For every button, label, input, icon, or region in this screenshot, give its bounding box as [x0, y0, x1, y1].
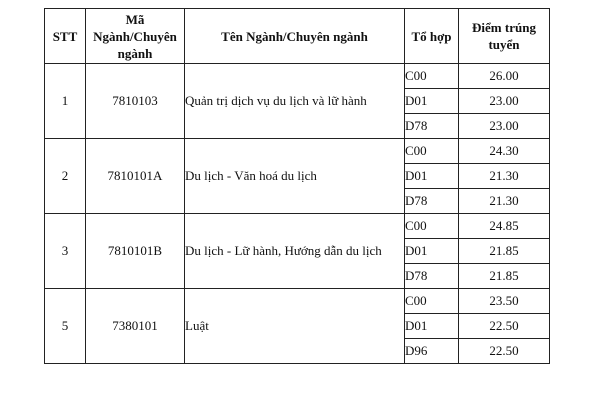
row-stt: 5 — [45, 289, 86, 364]
header-subject-combo: Tổ hợp — [405, 9, 459, 64]
table-row — [45, 214, 550, 239]
row-admission-score: 21.30 — [459, 164, 550, 189]
row-admission-score: 22.50 — [459, 314, 550, 339]
row-subject-combo: D01 — [405, 164, 459, 189]
row-subject-combo: C00 — [405, 289, 459, 314]
row-admission-score: 26.00 — [459, 64, 550, 89]
row-subject-combo: D01 — [405, 239, 459, 264]
row-subject-combo: D01 — [405, 89, 459, 114]
header-admission-score-line1: Điểm trúng — [472, 20, 536, 35]
row-subject-combo: C00 — [405, 139, 459, 164]
header-admission-score — [459, 9, 550, 64]
row-admission-score: 22.50 — [459, 339, 550, 364]
row-stt: 1 — [45, 64, 86, 139]
table-row — [45, 139, 550, 164]
row-admission-score: 24.30 — [459, 139, 550, 164]
row-stt: 3 — [45, 214, 86, 289]
row-admission-score: 21.85 — [459, 264, 550, 289]
row-major-name: Luật — [185, 289, 405, 364]
admission-scores-table — [44, 8, 550, 364]
table-header-row — [45, 9, 550, 64]
row-major-code: 7810101A — [86, 139, 185, 214]
row-subject-combo: D78 — [405, 189, 459, 214]
row-admission-score: 23.00 — [459, 114, 550, 139]
row-subject-combo: C00 — [405, 64, 459, 89]
header-stt: STT — [45, 9, 86, 64]
header-major-code-line2: Ngành/Chuyên — [93, 28, 177, 44]
header-major-name: Tên Ngành/Chuyên ngành — [185, 9, 405, 64]
row-admission-score: 23.50 — [459, 289, 550, 314]
row-admission-score: 24.85 — [459, 214, 550, 239]
row-subject-combo: C00 — [405, 214, 459, 239]
row-admission-score: 21.30 — [459, 189, 550, 214]
table-row — [45, 64, 550, 89]
row-stt: 2 — [45, 139, 86, 214]
row-major-code: 7810103 — [86, 64, 185, 139]
row-admission-score: 23.00 — [459, 89, 550, 114]
table-row — [45, 289, 550, 314]
row-major-code: 7380101 — [86, 289, 185, 364]
row-subject-combo: D01 — [405, 314, 459, 339]
header-major-code — [86, 9, 185, 64]
row-subject-combo: D78 — [405, 114, 459, 139]
row-major-code: 7810101B — [86, 214, 185, 289]
row-major-name: Du lịch - Văn hoá du lịch — [185, 139, 405, 214]
row-admission-score: 21.85 — [459, 239, 550, 264]
row-major-name: Quản trị dịch vụ du lịch và lữ hành — [185, 64, 405, 139]
header-major-code-line3: ngành — [117, 45, 153, 61]
row-subject-combo: D96 — [405, 339, 459, 364]
row-subject-combo: D78 — [405, 264, 459, 289]
header-major-code-line1: Mã — [125, 11, 145, 27]
header-admission-score-line2: tuyển — [488, 37, 520, 52]
row-major-name: Du lịch - Lữ hành, Hướng dẫn du lịch — [185, 214, 405, 289]
